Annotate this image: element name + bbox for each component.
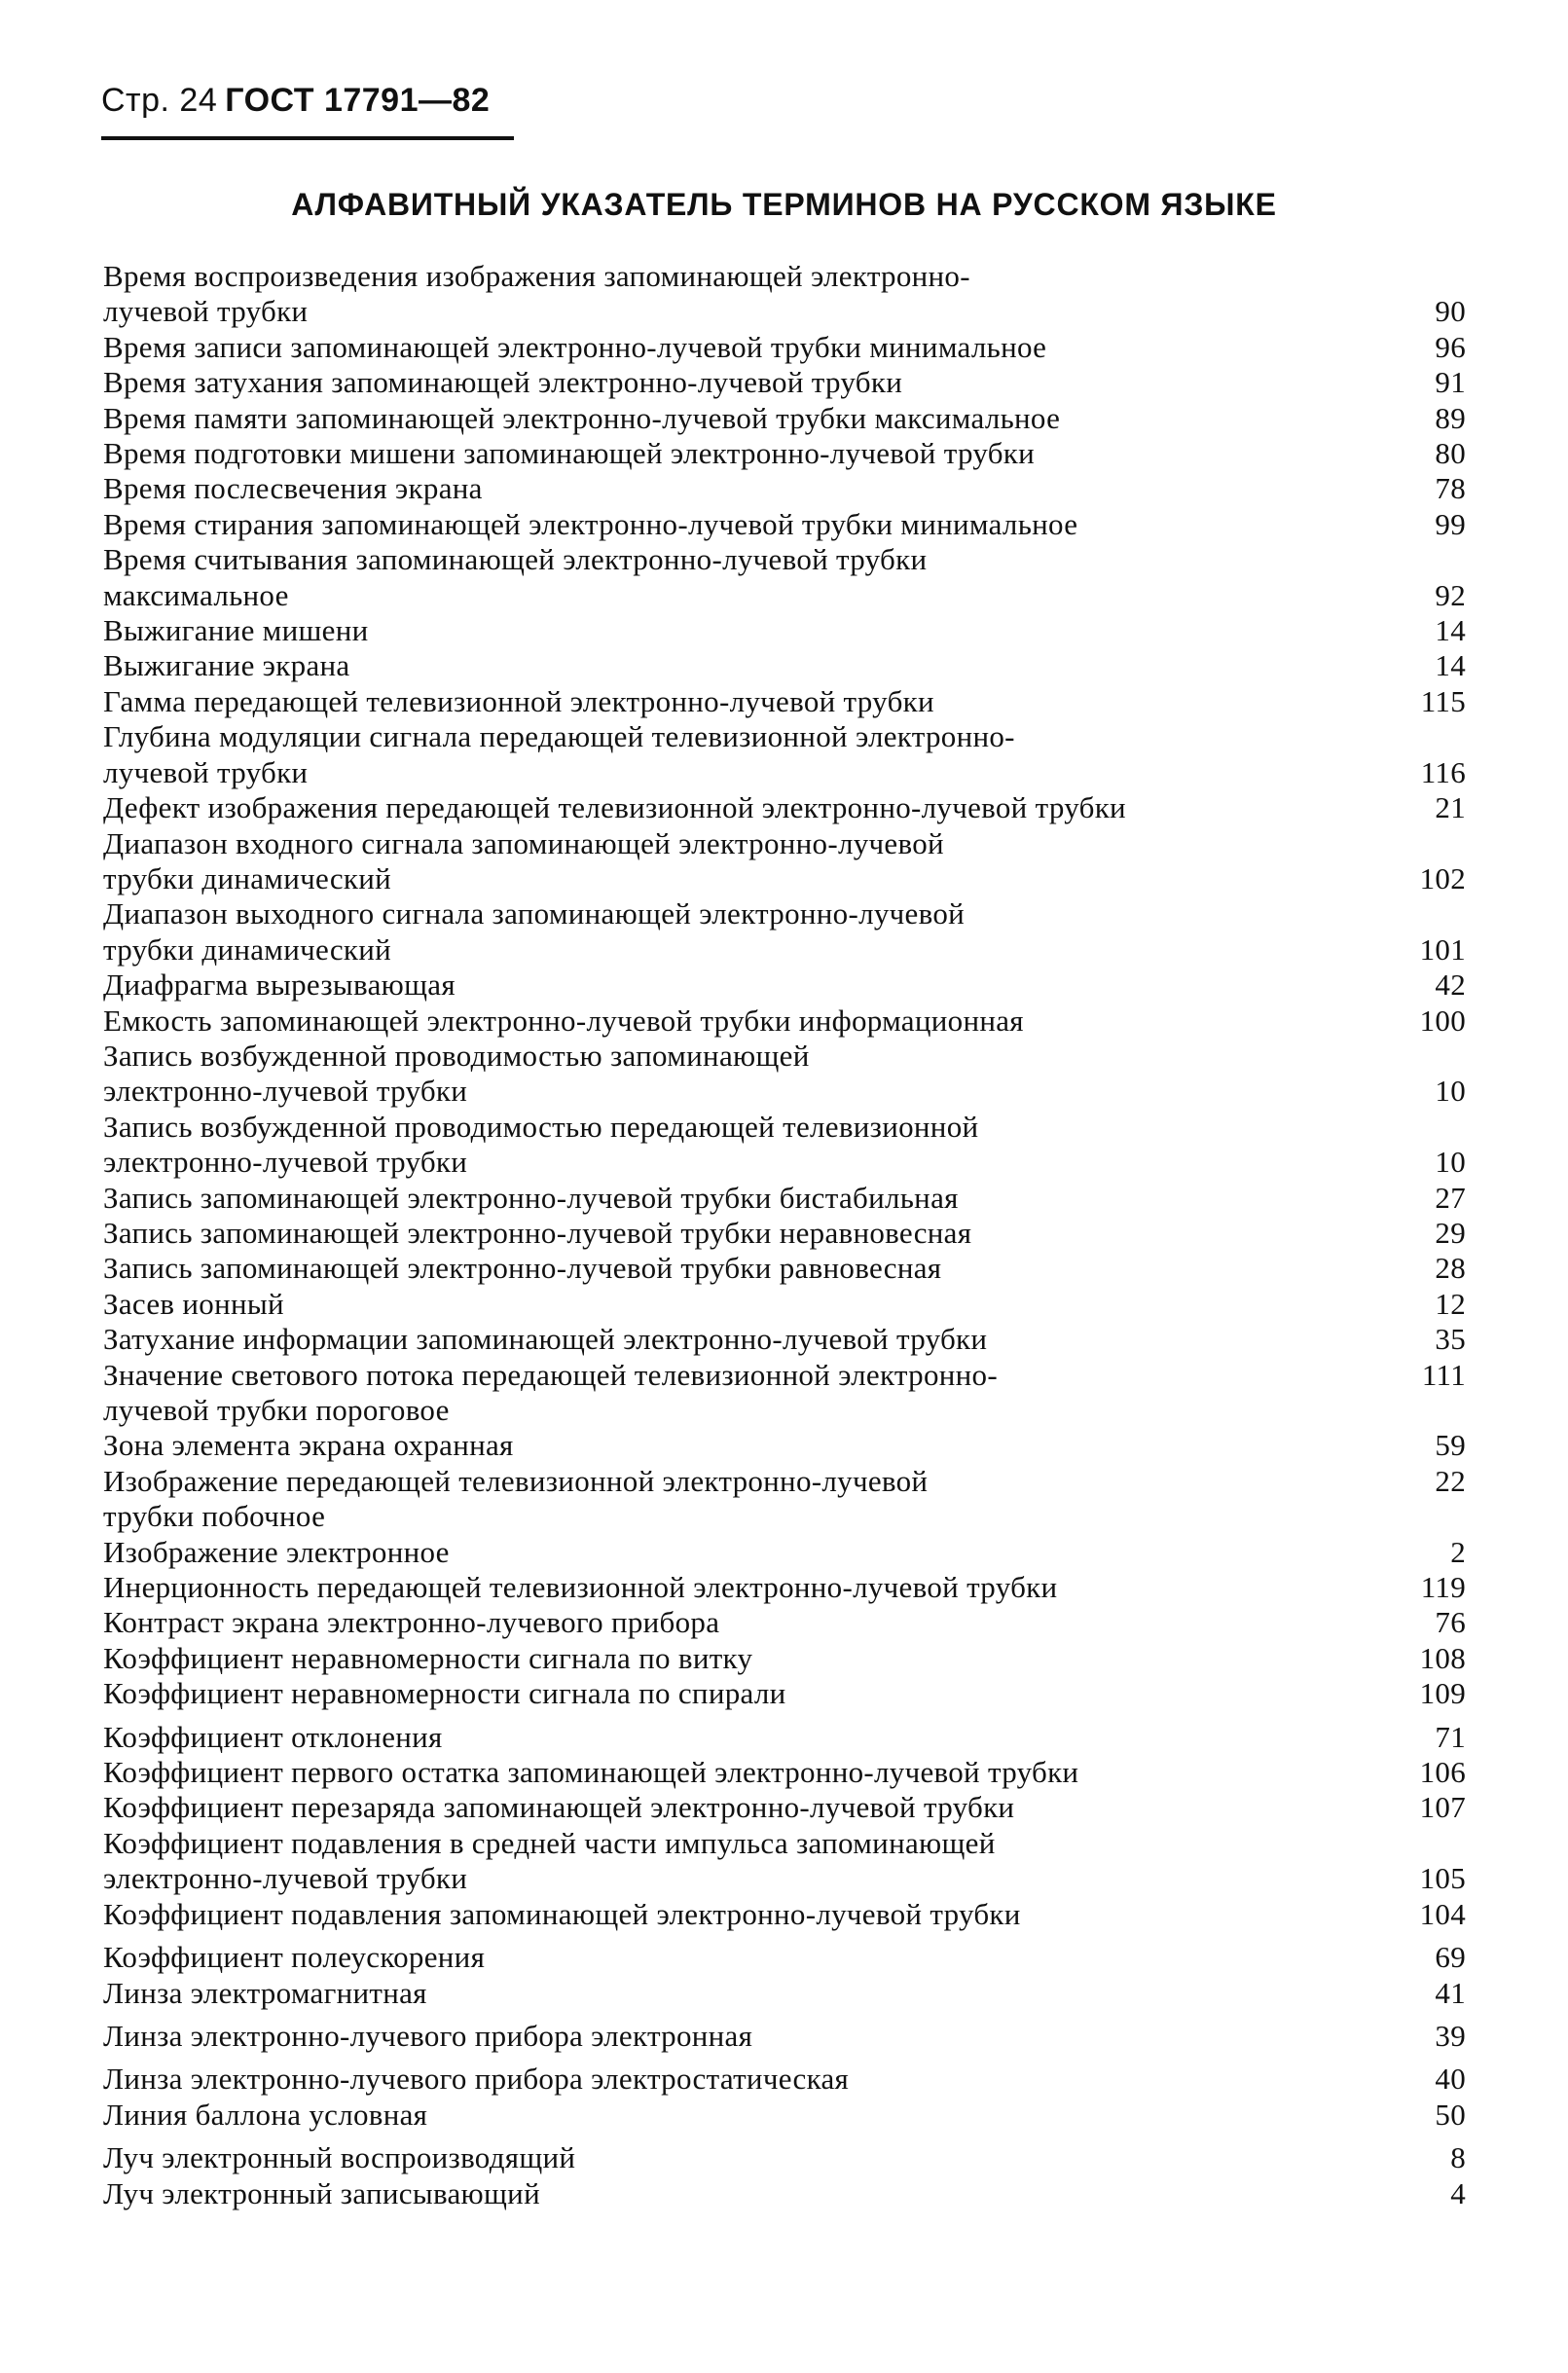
standard-designation: ГОСТ 17791—82 xyxy=(225,82,491,119)
index-term: Коэффициент неравномерности сигнала по спирали xyxy=(103,1676,786,1711)
index-page-number: 99 xyxy=(1435,506,1466,541)
index-entry xyxy=(103,471,1466,506)
term-index-list xyxy=(103,259,1466,2211)
page-number-label: Стр. 24 xyxy=(101,82,218,119)
index-page-number: 14 xyxy=(1435,648,1466,683)
index-page-number: 104 xyxy=(1419,1896,1466,1931)
index-entry xyxy=(103,365,1466,400)
page-header xyxy=(101,82,490,120)
index-entry xyxy=(103,2140,1466,2175)
index-entry xyxy=(103,1897,1466,1932)
header-rule xyxy=(101,136,514,140)
index-entry xyxy=(103,1826,1466,1897)
index-term: Диафрагма вырезывающая xyxy=(103,967,456,1003)
index-page-number: 96 xyxy=(1435,329,1466,364)
index-page-number: 108 xyxy=(1419,1640,1466,1675)
index-term: Линза электронно-лучевого прибора электронная xyxy=(103,2018,753,2053)
index-page-number: 76 xyxy=(1435,1605,1466,1640)
index-page-number: 115 xyxy=(1420,683,1466,718)
index-entry xyxy=(103,1039,1466,1110)
index-entry xyxy=(103,826,1466,897)
index-entry xyxy=(103,1755,1466,1790)
index-page-number: 39 xyxy=(1435,2018,1466,2053)
index-term: Значение светового потока передающей телевизионной электронно- лучевой трубки пороговое xyxy=(103,1357,998,1427)
index-page-number: 116 xyxy=(1420,754,1466,789)
index-entry xyxy=(103,1322,1466,1357)
index-entry xyxy=(103,1181,1466,1216)
index-title: АЛФАВИТНЫЙ УКАЗАТЕЛЬ ТЕРМИНОВ НА РУССКОМ ЯЗЫКЕ xyxy=(291,187,1277,222)
index-page-number: 8 xyxy=(1450,2140,1466,2175)
index-term: Коэффициент неравномерности сигнала по витку xyxy=(103,1640,753,1675)
index-term: Время затухания запоминающей электронно-лучевой трубки xyxy=(103,365,903,400)
index-page-number: 27 xyxy=(1435,1180,1466,1215)
index-page-number: 92 xyxy=(1435,577,1466,612)
index-entry xyxy=(103,1605,1466,1640)
index-entry xyxy=(103,1110,1466,1181)
index-term: Выжигание экрана xyxy=(103,648,350,683)
index-page-number: 59 xyxy=(1435,1428,1466,1463)
index-term: Время послесвечения экрана xyxy=(103,471,483,506)
index-page-number: 22 xyxy=(1435,1463,1466,1498)
index-page-number: 106 xyxy=(1419,1755,1466,1790)
index-entry xyxy=(103,719,1466,790)
index-term: Дефект изображения передающей телевизионной электронно-лучевой трубки xyxy=(103,790,1126,825)
index-page-number: 12 xyxy=(1435,1286,1466,1321)
index-page-number: 91 xyxy=(1435,365,1466,400)
index-term: Зона элемента экрана охранная xyxy=(103,1428,514,1463)
index-term: Запись запоминающей электронно-лучевой трубки бистабильная xyxy=(103,1180,959,1215)
index-page-number: 100 xyxy=(1419,1003,1466,1038)
index-entry xyxy=(103,401,1466,436)
index-page-number: 4 xyxy=(1450,2175,1466,2210)
index-entry xyxy=(103,507,1466,542)
index-page-number: 111 xyxy=(1421,1357,1466,1392)
index-page-number: 69 xyxy=(1435,1940,1466,1975)
index-term: Диапазон выходного сигнала запоминающей электронно-лучевой трубки динамический xyxy=(103,896,966,967)
index-entry xyxy=(103,1940,1466,1975)
index-term: Контраст экрана электронно-лучевого прибора xyxy=(103,1605,720,1640)
index-entry xyxy=(103,1287,1466,1322)
index-term: Коэффициент первого остатка запоминающей электронно-лучевой трубки xyxy=(103,1755,1079,1790)
index-page-number: 10 xyxy=(1435,1145,1466,1180)
index-entry xyxy=(103,1358,1466,1429)
index-page-number: 107 xyxy=(1419,1790,1466,1825)
index-entry xyxy=(103,2019,1466,2054)
index-entry xyxy=(103,1464,1466,1535)
index-entry xyxy=(103,896,1466,967)
index-entry xyxy=(103,1790,1466,1825)
index-page-number: 42 xyxy=(1435,967,1466,1003)
index-term: Луч электронный воспроизводящий xyxy=(103,2140,576,2175)
index-page-number: 119 xyxy=(1420,1570,1466,1605)
index-entry xyxy=(103,2176,1466,2211)
index-term: Запись запоминающей электронно-лучевой трубки равновесная xyxy=(103,1251,942,1286)
index-page-number: 105 xyxy=(1419,1861,1466,1896)
index-term: Луч электронный записывающий xyxy=(103,2175,540,2210)
index-term: Выжигание мишени xyxy=(103,613,369,648)
index-page-number: 28 xyxy=(1435,1251,1466,1286)
index-entry xyxy=(103,1641,1466,1676)
index-entry xyxy=(103,648,1466,683)
index-term: Инерционность передающей телевизионной электронно-лучевой трубки xyxy=(103,1570,1058,1605)
index-entry xyxy=(103,542,1466,613)
index-term: Засев ионный xyxy=(103,1286,284,1321)
index-page-number: 90 xyxy=(1435,294,1466,329)
index-entry xyxy=(103,1251,1466,1286)
index-entry xyxy=(103,2098,1466,2133)
index-term: Емкость запоминающей электронно-лучевой трубки информационная xyxy=(103,1003,1024,1038)
index-entry xyxy=(103,1216,1466,1251)
index-page-number: 10 xyxy=(1435,1074,1466,1109)
index-page-number: 78 xyxy=(1435,471,1466,506)
index-entry xyxy=(103,1676,1466,1711)
index-entry xyxy=(103,1004,1466,1039)
index-page-number: 41 xyxy=(1435,1975,1466,2010)
index-page-number: 71 xyxy=(1435,1719,1466,1754)
index-page-number: 109 xyxy=(1419,1676,1466,1711)
index-term: Коэффициент перезаряда запоминающей электронно-лучевой трубки xyxy=(103,1790,1015,1825)
index-term: Глубина модуляции сигнала передающей телевизионной электронно- лучевой трубки xyxy=(103,719,1015,789)
index-term: Коэффициент подавления в средней части импульса запоминающей электронно-лучевой трубки xyxy=(103,1825,996,1896)
index-term: Время памяти запоминающей электронно-лучевой трубки максимальное xyxy=(103,400,1061,435)
index-entry xyxy=(103,613,1466,648)
index-entry xyxy=(103,1535,1466,1570)
index-page-number: 35 xyxy=(1435,1322,1466,1357)
index-term: Запись возбужденной проводимостью запоминающей электронно-лучевой трубки xyxy=(103,1038,810,1109)
index-term: Коэффициент полеускорения xyxy=(103,1940,486,1975)
index-page-number: 50 xyxy=(1435,2097,1466,2132)
index-entry xyxy=(103,1428,1466,1463)
index-entry xyxy=(103,436,1466,471)
index-page-number: 80 xyxy=(1435,436,1466,471)
index-term: Запись возбужденной проводимостью передающей телевизионной электронно-лучевой трубки xyxy=(103,1109,979,1180)
index-page-number: 101 xyxy=(1419,931,1466,967)
index-term: Время записи запоминающей электронно-лучевой трубки минимальное xyxy=(103,329,1047,364)
index-term: Время воспроизведения изображения запоминающей электронно- лучевой трубки xyxy=(103,259,970,329)
index-term: Коэффициент подавления запоминающей электронно-лучевой трубки xyxy=(103,1896,1021,1931)
index-entry xyxy=(103,259,1466,330)
index-term: Время подготовки мишени запоминающей электронно-лучевой трубки xyxy=(103,436,1036,471)
index-term: Изображение передающей телевизионной электронно-лучевой трубки побочное xyxy=(103,1463,929,1534)
index-entry xyxy=(103,1720,1466,1755)
index-term: Диапазон входного сигнала запоминающей электронно-лучевой трубки динамический xyxy=(103,825,944,895)
index-term: Линза электромагнитная xyxy=(103,1975,427,2010)
index-page-number: 102 xyxy=(1419,860,1466,895)
index-term: Коэффициент отклонения xyxy=(103,1719,443,1754)
index-page-number: 40 xyxy=(1435,2062,1466,2097)
index-term: Запись запоминающей электронно-лучевой трубки неравновесная xyxy=(103,1215,972,1250)
index-term: Затухание информации запоминающей электронно-лучевой трубки xyxy=(103,1322,988,1357)
index-entry xyxy=(103,967,1466,1003)
index-entry xyxy=(103,1976,1466,2011)
index-term: Время стирания запоминающей электронно-лучевой трубки минимальное xyxy=(103,506,1078,541)
index-page-number: 14 xyxy=(1435,613,1466,648)
index-term: Время считывания запоминающей электронно-лучевой трубки максимальное xyxy=(103,542,928,612)
index-term: Изображение электронное xyxy=(103,1534,450,1569)
index-page-number: 89 xyxy=(1435,400,1466,435)
index-entry xyxy=(103,2062,1466,2097)
index-entry xyxy=(103,1570,1466,1605)
index-term: Линза электронно-лучевого прибора электростатическая xyxy=(103,2062,850,2097)
index-page-number: 29 xyxy=(1435,1215,1466,1250)
index-term: Гамма передающей телевизионной электронно-лучевой трубки xyxy=(103,683,934,718)
index-page-number: 21 xyxy=(1435,790,1466,825)
index-term: Линия баллона условная xyxy=(103,2097,428,2132)
index-entry xyxy=(103,684,1466,719)
index-page-number: 2 xyxy=(1450,1534,1466,1569)
index-entry xyxy=(103,330,1466,365)
index-entry xyxy=(103,790,1466,825)
